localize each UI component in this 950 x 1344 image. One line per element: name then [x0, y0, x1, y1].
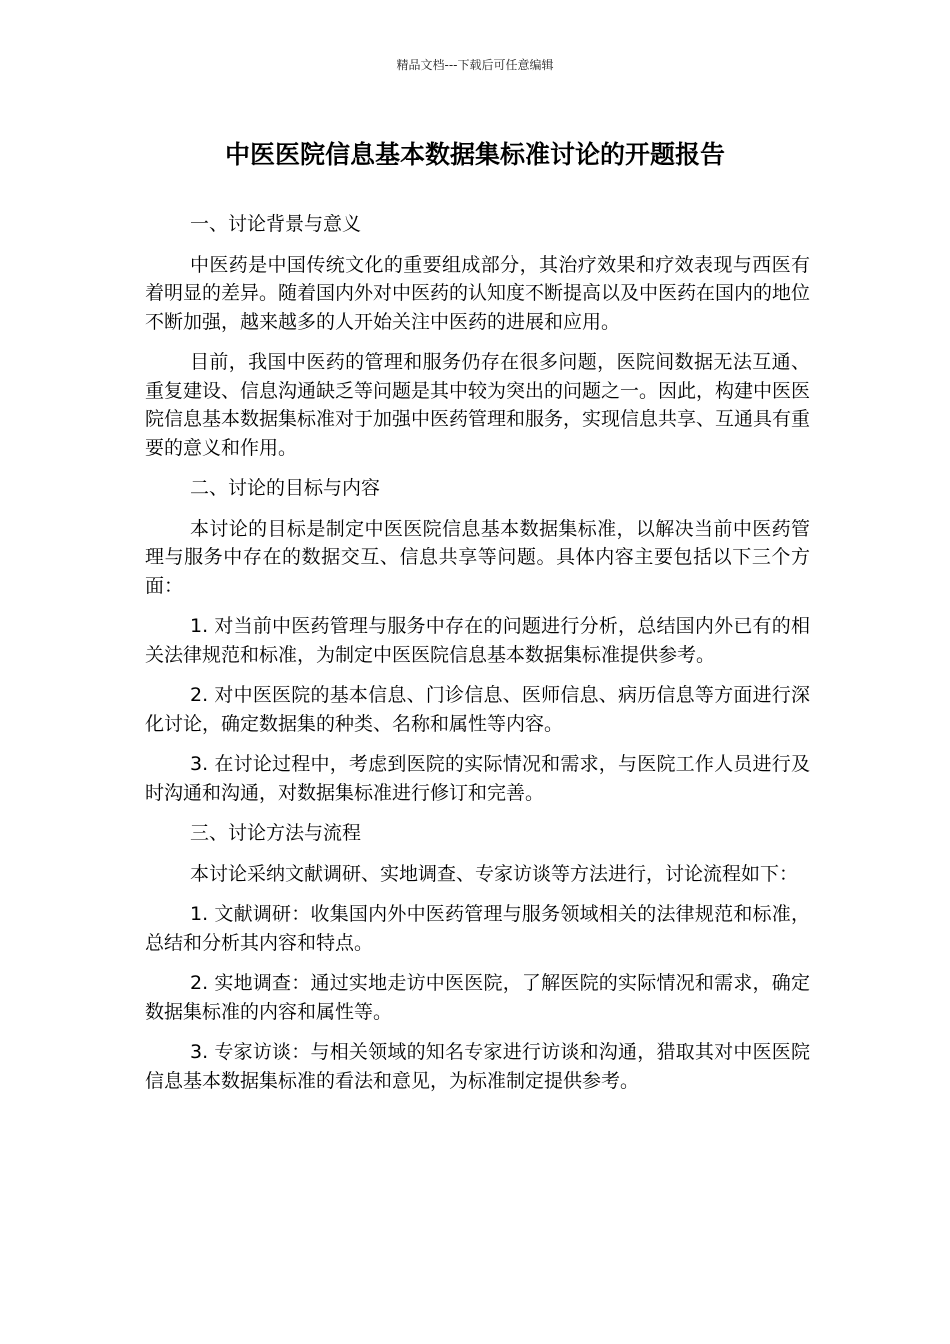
header-note: 精品文档---下载后可任意编辑 — [396, 58, 554, 72]
document-title: 中医医院信息基本数据集标准讨论的开题报告 — [224, 140, 725, 169]
list-item: 1. 文献调研：收集国内外中医药管理与服务领域相关的法律规范和标准，总结和分析其内容和特点。 — [145, 903, 810, 954]
section-heading: 三、讨论方法与流程 — [190, 822, 362, 844]
section-heading: 一、讨论背景与意义 — [190, 213, 362, 235]
list-item: 1. 对当前中医药管理与服务中存在的问题进行分析，总结国内外已有的相关法律规范和标准，为制定中医医院信息基本数据集标准提供参考。 — [145, 615, 810, 666]
list-item: 2. 对中医医院的基本信息、门诊信息、医师信息、病历信息等方面进行深化讨论，确定数据集的种类、名称和属性等内容。 — [145, 684, 810, 735]
section-heading: 二、讨论的目标与内容 — [190, 477, 381, 499]
list-item: 2. 实地调查：通过实地走访中医医院，了解医院的实际情况和需求，确定数据集标准的内容和属性等。 — [145, 972, 810, 1023]
paragraph: 本讨论采纳文献调研、实地调查、专家访谈等方法进行，讨论流程如下： — [190, 862, 799, 885]
list-item: 3. 在讨论过程中，考虑到医院的实际情况和需求，与医院工作人员进行及时沟通和沟通，对数据集标准进行修订和完善。 — [145, 753, 810, 804]
list-item: 3. 专家访谈：与相关领域的知名专家进行访谈和沟通，猎取其对中医医院信息基本数据集标准的看法和意见，为标准制定提供参考。 — [145, 1041, 810, 1092]
paragraph: 中医药是中国传统文化的重要组成部分，其治疗效果和疗效表现与西医有着明显的差异。随着国内外对中医药的认知度不断提高以及中医药在国内的地位不断加强，越来越多的人开始关注中医药的进展和应用。 — [145, 253, 811, 333]
document-body — [145, 210, 810, 1107]
paragraph: 本讨论的目标是制定中医医院信息基本数据集标准，以解决当前中医药管理与服务中存在的数据交互、信息共享等问题。具体内容主要包括以下三个方面： — [145, 517, 810, 597]
paragraph: 目前，我国中医药的管理和服务仍存在很多问题，医院间数据无法互通、重复建设、信息沟通缺乏等问题是其中较为突出的问题之一。因此，构建中医医院信息基本数据集标准对于加强中医药管理和服务，实现信息共享、互通具有重要的意义和作用。 — [145, 351, 811, 459]
